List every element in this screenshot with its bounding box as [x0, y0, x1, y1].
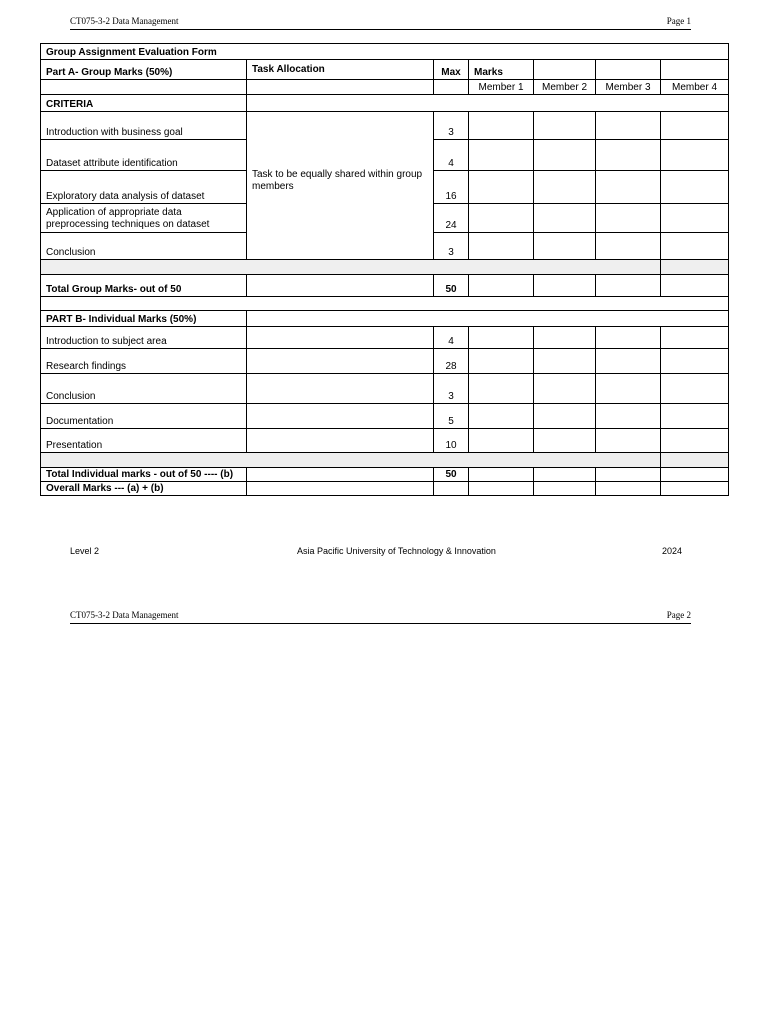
shaded-separator	[661, 453, 729, 468]
max-value: 3	[434, 374, 469, 404]
blank-cell	[596, 60, 661, 80]
member-4-mark-cell[interactable]	[661, 112, 729, 140]
member-4-mark-cell[interactable]	[661, 468, 729, 482]
shaded-separator	[661, 260, 729, 275]
footer-level: Level 2	[70, 546, 100, 556]
shaded-separator	[41, 453, 661, 468]
max-header: Max	[434, 60, 469, 80]
max-value: 16	[434, 171, 469, 204]
blank-cell	[247, 327, 434, 349]
member-3-mark-cell[interactable]	[596, 327, 661, 349]
page-header	[70, 609, 691, 624]
criteria-header: CRITERIA	[41, 95, 247, 112]
member-4-mark-cell[interactable]	[661, 429, 729, 453]
total-group-max: 50	[434, 275, 469, 297]
criterion-label: Exploratory data analysis of dataset	[41, 171, 247, 204]
member-2-mark-cell[interactable]	[534, 204, 596, 233]
member-1-mark-cell[interactable]	[469, 482, 534, 496]
member-1-mark-cell[interactable]	[469, 140, 534, 171]
criterion-label: Research findings	[41, 349, 247, 374]
member-3-mark-cell[interactable]	[596, 140, 661, 171]
member-2-mark-cell[interactable]	[534, 233, 596, 260]
max-value: 24	[434, 204, 469, 233]
member-3-mark-cell[interactable]	[596, 171, 661, 204]
member-4-mark-cell[interactable]	[661, 349, 729, 374]
criterion-label: Dataset attribute identification	[41, 140, 247, 171]
max-value: 10	[434, 429, 469, 453]
member-2-mark-cell[interactable]	[534, 349, 596, 374]
member-1-mark-cell[interactable]	[469, 374, 534, 404]
member-2-header: Member 2	[534, 80, 596, 95]
blank-cell	[247, 374, 434, 404]
footer-year: 2024	[661, 546, 682, 556]
member-4-mark-cell[interactable]	[661, 404, 729, 429]
member-1-mark-cell[interactable]	[469, 404, 534, 429]
member-2-mark-cell[interactable]	[534, 482, 596, 496]
member-4-mark-cell[interactable]	[661, 275, 729, 297]
member-3-mark-cell[interactable]	[596, 429, 661, 453]
blank-cell	[247, 468, 434, 482]
criterion-label: Documentation	[41, 404, 247, 429]
member-2-mark-cell[interactable]	[534, 374, 596, 404]
total-individual-label: Total Individual marks - out of 50 ---- (b)	[41, 468, 247, 482]
member-3-mark-cell[interactable]	[596, 275, 661, 297]
marks-header: Marks	[469, 60, 534, 80]
member-2-mark-cell[interactable]	[534, 468, 596, 482]
member-1-mark-cell[interactable]	[469, 327, 534, 349]
evaluation-form-table	[40, 43, 729, 496]
member-1-mark-cell[interactable]	[469, 204, 534, 233]
blank-cell	[247, 482, 434, 496]
member-3-mark-cell[interactable]	[596, 112, 661, 140]
criterion-label: Introduction with business goal	[41, 112, 247, 140]
member-2-mark-cell[interactable]	[534, 429, 596, 453]
member-1-mark-cell[interactable]	[469, 233, 534, 260]
member-2-mark-cell[interactable]	[534, 327, 596, 349]
max-value: 4	[434, 327, 469, 349]
member-1-header: Member 1	[469, 80, 534, 95]
member-4-header: Member 4	[661, 80, 729, 95]
member-3-mark-cell[interactable]	[596, 404, 661, 429]
footer-university: Asia Pacific University of Technology & Innovation	[297, 546, 496, 556]
task-allocation-text: Task to be equally shared within group members	[247, 112, 434, 260]
shaded-separator	[41, 260, 661, 275]
blank-cell	[434, 482, 469, 496]
criterion-label: Conclusion	[41, 233, 247, 260]
max-value: 4	[434, 140, 469, 171]
member-3-header: Member 3	[596, 80, 661, 95]
member-4-mark-cell[interactable]	[661, 171, 729, 204]
member-2-mark-cell[interactable]	[534, 171, 596, 204]
page-header	[70, 15, 691, 30]
member-2-mark-cell[interactable]	[534, 404, 596, 429]
member-1-mark-cell[interactable]	[469, 468, 534, 482]
task-allocation-header: Task Allocation	[247, 60, 434, 80]
part-a-label: Part A- Group Marks (50%)	[41, 60, 247, 80]
member-4-mark-cell[interactable]	[661, 140, 729, 171]
max-value: 3	[434, 112, 469, 140]
member-1-mark-cell[interactable]	[469, 275, 534, 297]
member-4-mark-cell[interactable]	[661, 233, 729, 260]
member-3-mark-cell[interactable]	[596, 374, 661, 404]
form-title: Group Assignment Evaluation Form	[41, 44, 729, 60]
max-value: 28	[434, 349, 469, 374]
blank-cell	[534, 60, 596, 80]
member-2-mark-cell[interactable]	[534, 140, 596, 171]
criterion-label: Application of appropriate data preprocessing techniques on dataset	[41, 204, 247, 233]
max-value: 5	[434, 404, 469, 429]
page-number: Page 2	[666, 610, 691, 620]
blank-cell	[247, 80, 434, 95]
member-1-mark-cell[interactable]	[469, 349, 534, 374]
member-3-mark-cell[interactable]	[596, 468, 661, 482]
blank-cell	[41, 80, 247, 95]
criterion-label: Presentation	[41, 429, 247, 453]
member-2-mark-cell[interactable]	[534, 275, 596, 297]
blank-cell	[247, 404, 434, 429]
blank-cell	[661, 60, 729, 80]
page-number: Page 1	[666, 16, 691, 26]
member-1-mark-cell[interactable]	[469, 429, 534, 453]
member-3-mark-cell[interactable]	[596, 233, 661, 260]
member-3-mark-cell[interactable]	[596, 482, 661, 496]
member-2-mark-cell[interactable]	[534, 112, 596, 140]
blank-cell	[247, 95, 729, 112]
criterion-label: Introduction to subject area	[41, 327, 247, 349]
blank-cell	[247, 349, 434, 374]
course-code: CT075-3-2 Data Management	[70, 610, 179, 620]
total-individual-max: 50	[434, 468, 469, 482]
member-3-mark-cell[interactable]	[596, 349, 661, 374]
member-1-mark-cell[interactable]	[469, 171, 534, 204]
blank-cell	[247, 429, 434, 453]
blank-cell	[247, 311, 729, 327]
criterion-label: Conclusion	[41, 374, 247, 404]
max-value: 3	[434, 233, 469, 260]
member-4-mark-cell[interactable]	[661, 482, 729, 496]
part-b-label: PART B- Individual Marks (50%)	[41, 311, 247, 327]
course-code: CT075-3-2 Data Management	[70, 16, 179, 26]
overall-marks-label: Overall Marks --- (a) + (b)	[41, 482, 247, 496]
member-3-mark-cell[interactable]	[596, 204, 661, 233]
total-group-label: Total Group Marks- out of 50	[41, 275, 247, 297]
member-4-mark-cell[interactable]	[661, 204, 729, 233]
member-1-mark-cell[interactable]	[469, 112, 534, 140]
member-4-mark-cell[interactable]	[661, 374, 729, 404]
blank-cell	[247, 275, 434, 297]
member-4-mark-cell[interactable]	[661, 327, 729, 349]
blank-cell	[434, 80, 469, 95]
blank-row	[41, 297, 729, 311]
